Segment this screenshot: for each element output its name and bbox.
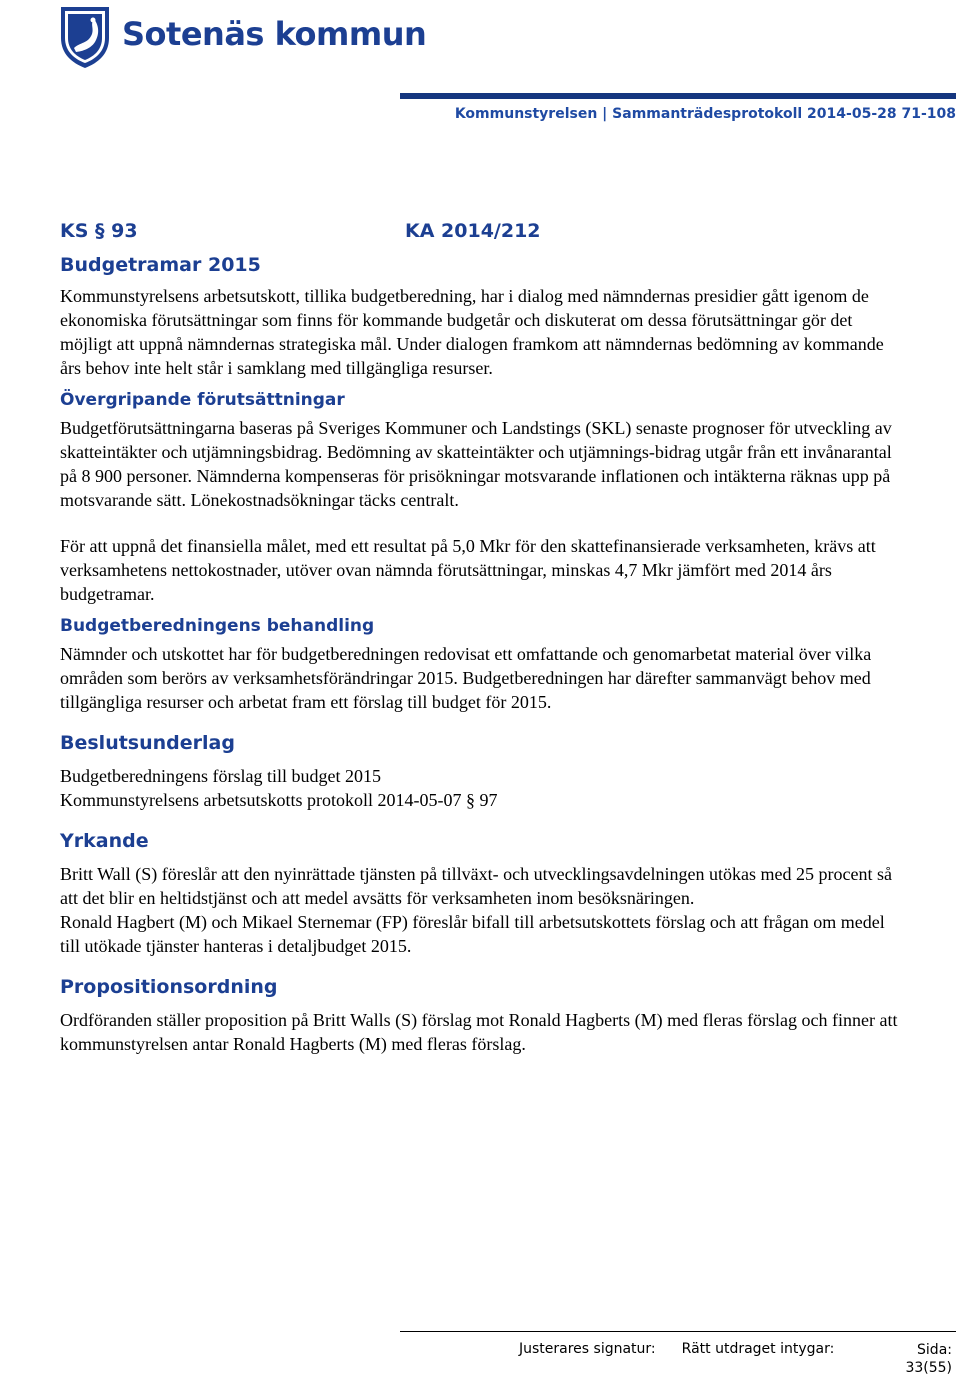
behandling-paragraph: Nämnder och utskottet har för budgetberedningen redovisat ett omfattande och genomarbetat material över vilka områden som berörs av verksamhetsförändringar 2015. Budgetberedningen har därefter sammanvägt behov med tillgängliga resurser och arbetat fram ett förslag till budget för 2015. bbox=[60, 644, 872, 712]
footer-signatures bbox=[519, 1341, 834, 1357]
justerares-signatur-label: Justerares signatur: bbox=[519, 1341, 656, 1357]
sotenas-logo bbox=[58, 4, 426, 70]
protocol-header-meta: Kommunstyrelsen | Sammanträdesprotokoll 2014-05-28 71-108 bbox=[454, 106, 956, 122]
case-reference: KA 2014/212 bbox=[405, 220, 541, 242]
page-number-block bbox=[905, 1341, 952, 1377]
section-heading-forutsattningar: Övergripande förutsättningar bbox=[60, 390, 345, 410]
section-heading-propositionsordning: Propositionsordning bbox=[60, 976, 278, 998]
section-heading-behandling: Budgetberedningens behandling bbox=[60, 616, 375, 636]
section-heading-beslutsunderlag: Beslutsunderlag bbox=[60, 732, 235, 754]
page-label: Sida: bbox=[917, 1342, 952, 1358]
case-intro-paragraph: Kommunstyrelsens arbetsutskott, tillika budgetberedning, har i dialog med nämndernas presidier gått igenom de ekonomiska förutsättningar som finns för kommande budgetår och diskuterat om dessa förutsättningar gör det möjligt att uppnå nämndernas strategiska mål. Under dialogen framkom att nämndernas bedömning av kommande års behov inte helt står i samklang med tillgängliga resurser. bbox=[60, 286, 884, 378]
page-number: 33(55) bbox=[905, 1360, 952, 1376]
forutsattningar-paragraph-1: Budgetförutsättningarna baseras på Sveriges Kommuner och Landstings (SKL) senaste prognoser för utveckling av skatteintäkter och utjämningsbidrag. Bedömning av skatteintäkter och utjämnings-bidrag utgår från ett invånarantal på 8 900 personer. Nämnderna kompenseras för prisökningar motsvarande inflationen och intäkterna räknas upp på motsvarande sätt. Lönekostnadsökningar täcks centralt. bbox=[60, 418, 892, 510]
ratt-utdraget-label: Rätt utdraget intygar: bbox=[681, 1341, 835, 1357]
case-title: Budgetramar 2015 bbox=[60, 254, 261, 276]
propositionsordning-paragraph: Ordföranden ställer proposition på Britt Walls (S) förslag mot Ronald Hagberts (M) med fleras förslag och finner att kommunstyrelsen antar Ronald Hagberts (M) med fleras förslag. bbox=[60, 1010, 898, 1054]
forutsattningar-paragraph-2: För att uppnå det finansiella målet, med ett resultat på 5,0 Mkr för den skattefinansierade verksamheten, krävs att verksamhetens nettokostnader, utöver ovan nämnda förutsättningar, minskas 4,7 Mkr jämfört med 2014 års budgetramar. bbox=[60, 536, 876, 604]
protocol-content bbox=[60, 220, 900, 1056]
case-heading-row bbox=[60, 220, 900, 250]
yrkande-paragraph-2: Ronald Hagbert (M) och Mikael Sternemar (FP) föreslår bifall till arbetsutskottets förslag och att frågan om medel till utökade tjänster hanteras i detaljbudget 2015. bbox=[60, 912, 885, 956]
footer-rule bbox=[400, 1331, 956, 1332]
case-number: KS § 93 bbox=[60, 220, 138, 242]
beslutsunderlag-item: Kommunstyrelsens arbetsutskotts protokoll 2014-05-07 § 97 bbox=[60, 790, 498, 810]
yrkande-paragraph-1: Britt Wall (S) föreslår att den nyinrättade tjänsten på tillväxt- och utvecklingsavdelningen utökas med 25 procent så att det blir en heltidstjänst och att medel avsätts för verksamheten inom besöksnäringen. bbox=[60, 864, 892, 908]
beslutsunderlag-item: Budgetberedningens förslag till budget 2015 bbox=[60, 766, 381, 786]
organization-name: Sotenäs kommun bbox=[122, 15, 427, 53]
header-rule bbox=[400, 93, 956, 99]
section-heading-yrkande: Yrkande bbox=[60, 830, 149, 852]
municipal-crest-icon bbox=[58, 4, 112, 70]
